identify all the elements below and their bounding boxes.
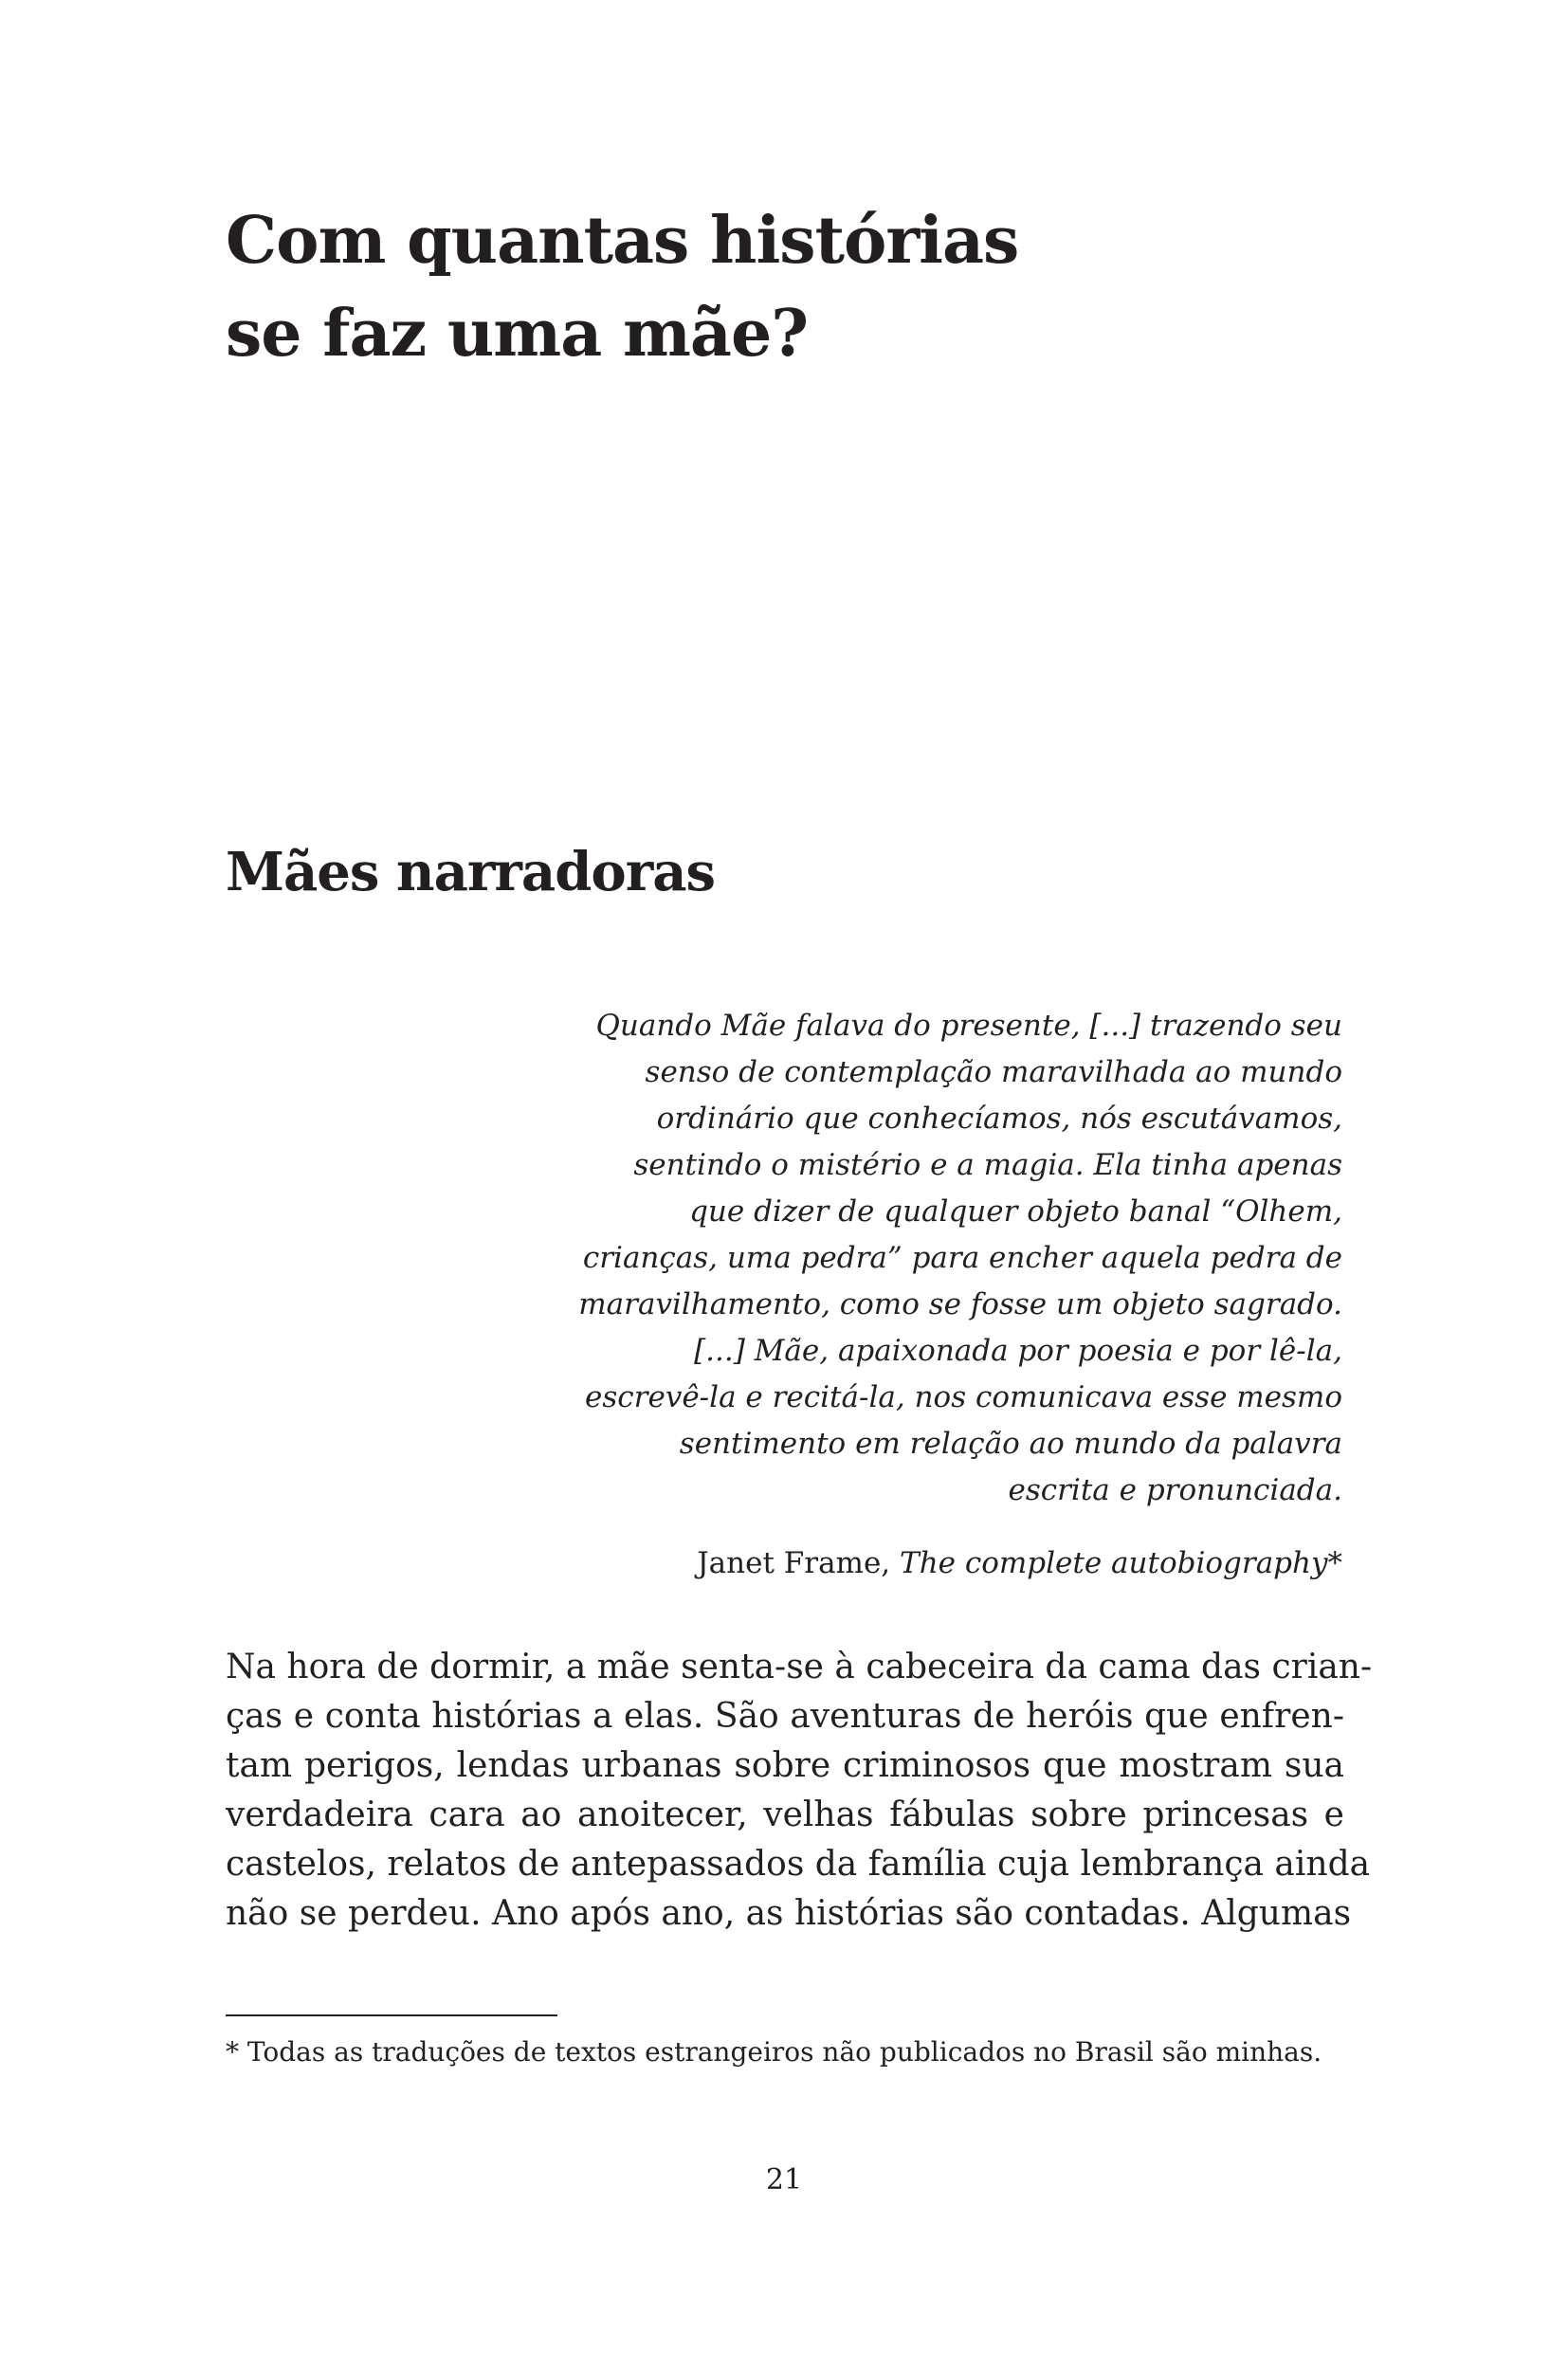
epigraph-line: que dizer de qualquer objeto banal “Olhem, bbox=[689, 1194, 1342, 1229]
epigraph-line: Quando Mãe falava do presente, [...] trazendo seu bbox=[595, 1009, 1342, 1043]
body-line: verdadeira cara ao anoitecer, velhas fábulas sobre princesas e bbox=[226, 1795, 1344, 1834]
epigraph-line: sentimento em relação ao mundo da palavra bbox=[679, 1427, 1342, 1461]
body-line: Na hora de dormir, a mãe senta-se à cabeceira da cama das crian- bbox=[226, 1648, 1373, 1686]
epigraph-line: escrevê-la e recitá-la, nos comunicava esse mesmo bbox=[585, 1380, 1342, 1414]
section-title: Mães narradoras bbox=[226, 841, 716, 903]
epigraph-line: senso de contemplação maravilhada ao mundo bbox=[645, 1055, 1342, 1089]
epigraph-line: maravilhamento, como se fosse um objeto sagrado. bbox=[578, 1287, 1342, 1321]
epigraph-attribution bbox=[550, 1542, 1342, 1584]
footnote-marker: * bbox=[1327, 1546, 1342, 1580]
page-number: 21 bbox=[765, 2163, 803, 2196]
chapter-title-line-1: Com quantas histórias bbox=[226, 203, 1019, 279]
chapter-title-line-2: se faz uma mãe? bbox=[226, 296, 809, 372]
epigraph-line: crianças, uma pedra” para encher aquela pedra de bbox=[582, 1241, 1342, 1275]
epigraph-quote bbox=[550, 1003, 1342, 1514]
attribution-author: Janet Frame, bbox=[697, 1546, 901, 1580]
body-line: tam perigos, lendas urbanas sobre criminosos que mostram sua bbox=[226, 1746, 1344, 1785]
epigraph-line: sentindo o mistério e a magia. Ela tinha apenas bbox=[633, 1148, 1342, 1182]
epigraph-line: escrita e pronunciada. bbox=[1008, 1473, 1342, 1507]
epigraph-line: [...] Mãe, apaixonada por poesia e por lê-la, bbox=[694, 1334, 1342, 1368]
epigraph-line: ordinário que conhecíamos, nós escutávamos, bbox=[656, 1102, 1342, 1136]
body-paragraph bbox=[226, 1643, 1373, 1939]
body-line: ças e conta histórias a elas. São aventuras de heróis que enfren- bbox=[226, 1697, 1344, 1736]
body-line: castelos, relatos de antepassados da família cuja lembrança ainda bbox=[226, 1845, 1371, 1884]
attribution-book-title: The complete autobiography bbox=[900, 1546, 1328, 1580]
footnote-divider bbox=[226, 2014, 557, 2016]
chapter-title bbox=[226, 194, 1363, 380]
body-line: não se perdeu. Ano após ano, as histórias são contadas. Algumas bbox=[226, 1894, 1352, 1933]
footnote: * Todas as traduções de textos estrangeiros não publicados no Brasil são minhas. bbox=[226, 2036, 1322, 2068]
